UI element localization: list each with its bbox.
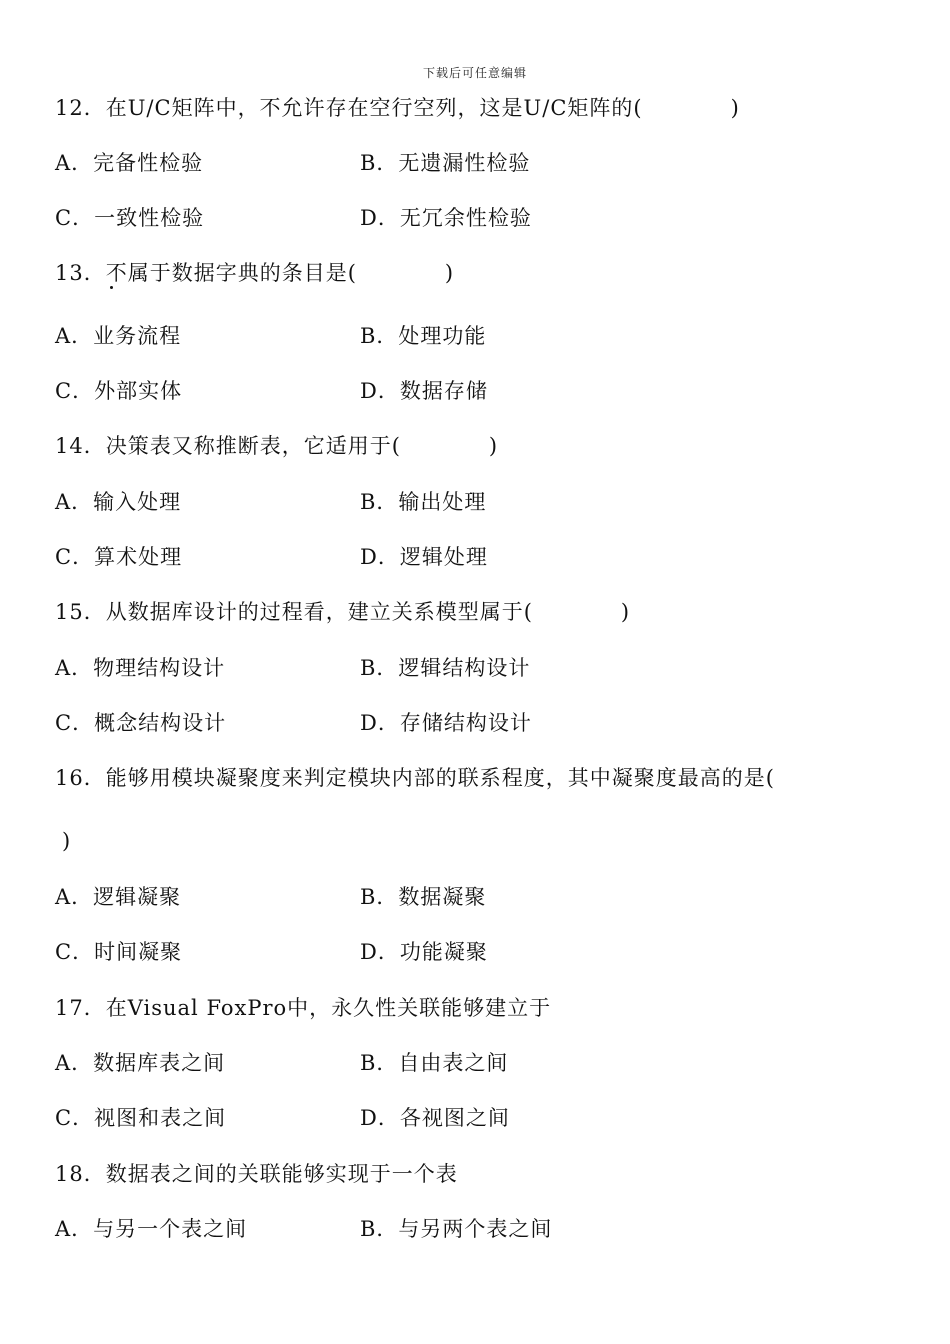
option-c: C．概念结构设计 <box>55 711 227 735</box>
option-d: D．逻辑处理 <box>360 545 488 569</box>
option-b: B．与另两个表之间 <box>360 1217 553 1241</box>
question-stem: 17．在Visual FoxPro中，永久性关联能够建立于 <box>55 996 552 1020</box>
option-d: D．存储结构设计 <box>360 711 532 735</box>
option-a: A．输入处理 <box>55 490 182 514</box>
option-c: C．算术处理 <box>55 545 183 569</box>
emphasis-dot <box>110 286 113 289</box>
option-c: C．一致性检验 <box>55 206 205 230</box>
option-c: C．视图和表之间 <box>55 1106 227 1130</box>
option-c: C．时间凝聚 <box>55 940 183 964</box>
option-b: B．自由表之间 <box>360 1051 509 1075</box>
question-stem: 18．数据表之间的关联能够实现于一个表 <box>55 1162 458 1186</box>
page-header: 下载后可任意编辑 <box>422 66 527 80</box>
option-a: A．业务流程 <box>55 324 182 348</box>
option-d: D．无冗余性检验 <box>360 206 532 230</box>
option-d: D．功能凝聚 <box>360 940 488 964</box>
option-a: A．逻辑凝聚 <box>55 885 182 909</box>
option-b: B．处理功能 <box>360 324 487 348</box>
question-stem: 16．能够用模块凝聚度来判定模块内部的联系程度，其中凝聚度最高的是( <box>55 766 775 790</box>
question-stem: 15．从数据库设计的过程看，建立关系模型属于( ) <box>55 600 631 624</box>
question-stem: 14．决策表又称推断表，它适用于( ) <box>55 434 499 458</box>
question-stem: 12．在U/C矩阵中，不允许存在空行空列，这是U/C矩阵的( ) <box>55 96 740 120</box>
option-a: A．完备性检验 <box>55 151 204 175</box>
option-d: D．各视图之间 <box>360 1106 510 1130</box>
option-b: B．无遗漏性检验 <box>360 151 531 175</box>
option-b: B．输出处理 <box>360 490 487 514</box>
option-a: A．物理结构设计 <box>55 656 226 680</box>
question-stem-continuation: ) <box>62 829 72 853</box>
option-a: A．与另一个表之间 <box>55 1217 248 1241</box>
option-d: D．数据存储 <box>360 379 488 403</box>
option-b: B．逻辑结构设计 <box>360 656 531 680</box>
question-stem: 13．不属于数据字典的条目是( ) <box>55 261 455 285</box>
option-b: B．数据凝聚 <box>360 885 487 909</box>
option-c: C．外部实体 <box>55 379 183 403</box>
option-a: A．数据库表之间 <box>55 1051 226 1075</box>
